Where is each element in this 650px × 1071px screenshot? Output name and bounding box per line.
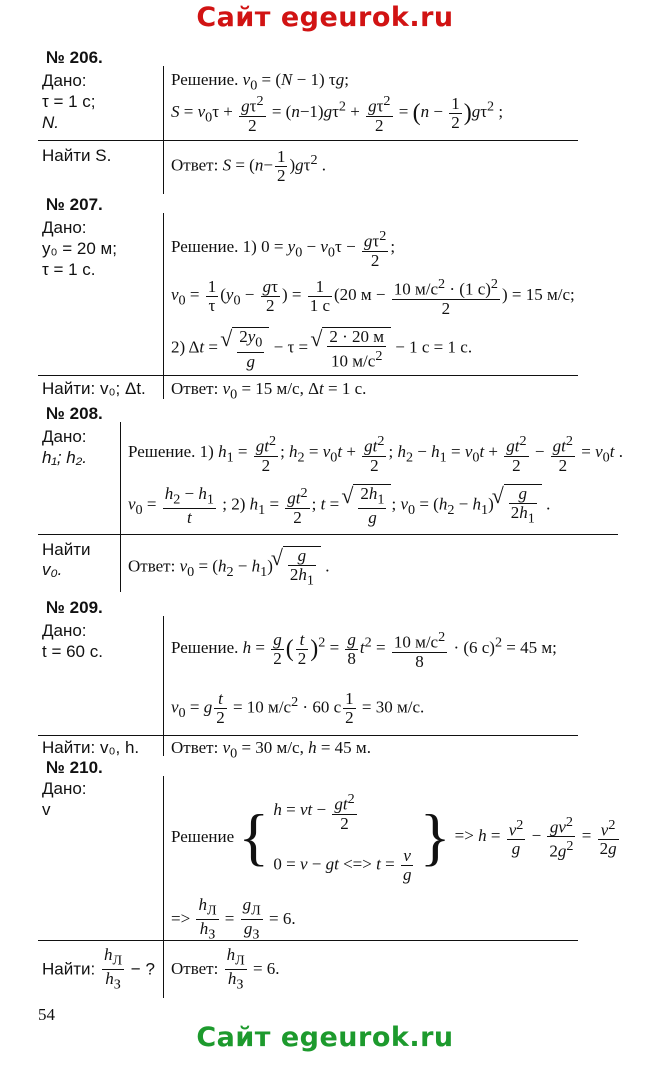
given-label: Дано: [42,218,87,237]
given-label: Дано: [42,779,87,798]
problem-208 [38,404,623,594]
answer-line: Ответ: $\frac{h_Л}{h_З}$ = 6. [171,945,280,993]
given-label: Дано: [42,621,87,640]
given-label: Дано: [42,71,87,90]
find-label: Найти: v₀, h. [42,738,140,757]
problem-207 [38,195,618,405]
divider-horizontal [38,940,578,941]
divider-horizontal [38,140,578,141]
problem-number: № 208. [46,404,103,423]
divider-vertical [163,213,164,399]
given-block [42,217,117,280]
problem-number: № 207. [46,195,103,214]
site-footer: Сайт egeurok.ru [196,1022,454,1053]
solution-line: $v_0$ = $\frac{h_2 - h_1}{t}$ ; 2) $h_1$ = $\frac{gt^2}{2}$ ; t = √ $\frac{2h_1}{g}$ ; $v_0 = (h_2 - h_1)$ √ $\frac{g}{2h_1}$ . [128,484,550,527]
find-label: Найти: $\frac{h_Л}{h_З}$ − ? [42,945,155,993]
divider-vertical [163,776,164,998]
problem-210 [38,758,618,998]
problem-206 [38,48,618,198]
find-label: Найти v₀. [42,540,91,579]
divider-vertical [120,422,121,592]
problem-209 [38,598,618,762]
solution-line: Решение. h = $\frac{g}{2}$ ( $\frac{t}{2}$ )$^2$ = $\frac{g}{8}$ $t^2$ = $\frac{10 м/c^2}{8}$ · (6 c)$^2$ = 45 м; [171,629,557,671]
answer-line: Ответ: S = (n− $\frac{1}{2}$ )$g\tau^2$ . [171,147,327,185]
answer-line: Ответ: $v_0 = 30$ м/с, h = 45 м. [171,738,371,762]
given-block [42,778,87,820]
given-item: N. [42,113,59,132]
solution-line: => $\frac{h_Л}{h_З}$ = $\frac{g_Л}{g_З}$ = 6. [171,895,296,943]
given-item: t = 60 c. [42,642,103,661]
solution-line: 2) Δt = √ $\frac{2y_0}{g}$ − τ = √ $\frac{2 \cdot 20 м}{10 м/c^2}$ − 1 c = 1 с. [171,327,472,371]
solution-line: Решение. 1) $h_1$ = $\frac{gt^2}{2}$ ; $h_2 = v_0t$ + $\frac{gt^2}{2}$ ; $h_2 - h_1 = v_0t$ + $\frac{gt^2}{2}$ − $\frac{gt^2}{2}$ = $v_0t$ . [128,433,623,475]
given-block [42,620,103,662]
divider-horizontal [38,735,578,736]
given-item: h₁; h₂. [42,448,87,467]
given-item: y₀ = 20 м; [42,239,117,258]
given-item: τ = 1 c. [42,260,96,279]
given-block [42,70,96,133]
find-label: Найти S. [42,146,112,165]
given-block [42,426,87,468]
problem-number: № 210. [46,758,103,777]
problem-number: № 206. [46,48,103,67]
solution-line: $S = v_0\tau$ + $\frac{g\tau^2}{2}$ = $(n-1)g\tau^2$ + $\frac{g\tau^2}{2}$ = (n − $\frac{1}{2}$ )$g\tau^2$ ; [171,93,504,135]
divider-horizontal [38,375,578,376]
site-header: Сайт egeurok.ru [196,2,454,33]
solution-line: Решение. 1) $0 = y_0 - v_0\tau$ − $\frac{g\tau^2}{2}$ ; [171,228,396,270]
find-label: Найти: v₀; Δt. [42,379,146,398]
divider-vertical [163,66,164,194]
solution-line: Решение. $v_0 = (N - 1)$ τg; [171,70,349,94]
divider-horizontal [38,534,618,535]
given-item: τ = 1 c; [42,92,96,111]
solution-line: Решение { h = vt − $\frac{gt^2}{2}$ 0 = v − gt <=> t = $\frac{v}{g}$ } => h = $\frac{v^2}{g}$ − $\frac{gv^2}{2g^2}$ = $\frac{v^2}{2g}$ [171,791,617,884]
given-item: v [42,800,51,819]
problem-number: № 209. [46,598,103,617]
given-label: Дано: [42,427,87,446]
solution-line: $v_0 = g$ $\frac{t}{2}$ = 10 $м/c^2 \cdot 60$ c $\frac{1}{2}$ = 30 м/с. [171,689,425,727]
solution-line: $v_0$ = $\frac{1}{\tau}$ ($y_0$ − $\frac{g\tau}{2}$ ) = $\frac{1}{1 c}$ (20 м − $\frac{10 м/c^2 \cdot (1 c)^2}{2}$ ) = 15 м/с; [171,276,575,318]
answer-line: Ответ: $v_0 = 15$ м/с, Δt = 1 с. [171,379,367,403]
answer-line: Ответ: $v_0 = (h_2 - h_1)$ √ $\frac{g}{2h_1}$ . [128,546,329,589]
page-number: 54 [38,1005,55,1024]
